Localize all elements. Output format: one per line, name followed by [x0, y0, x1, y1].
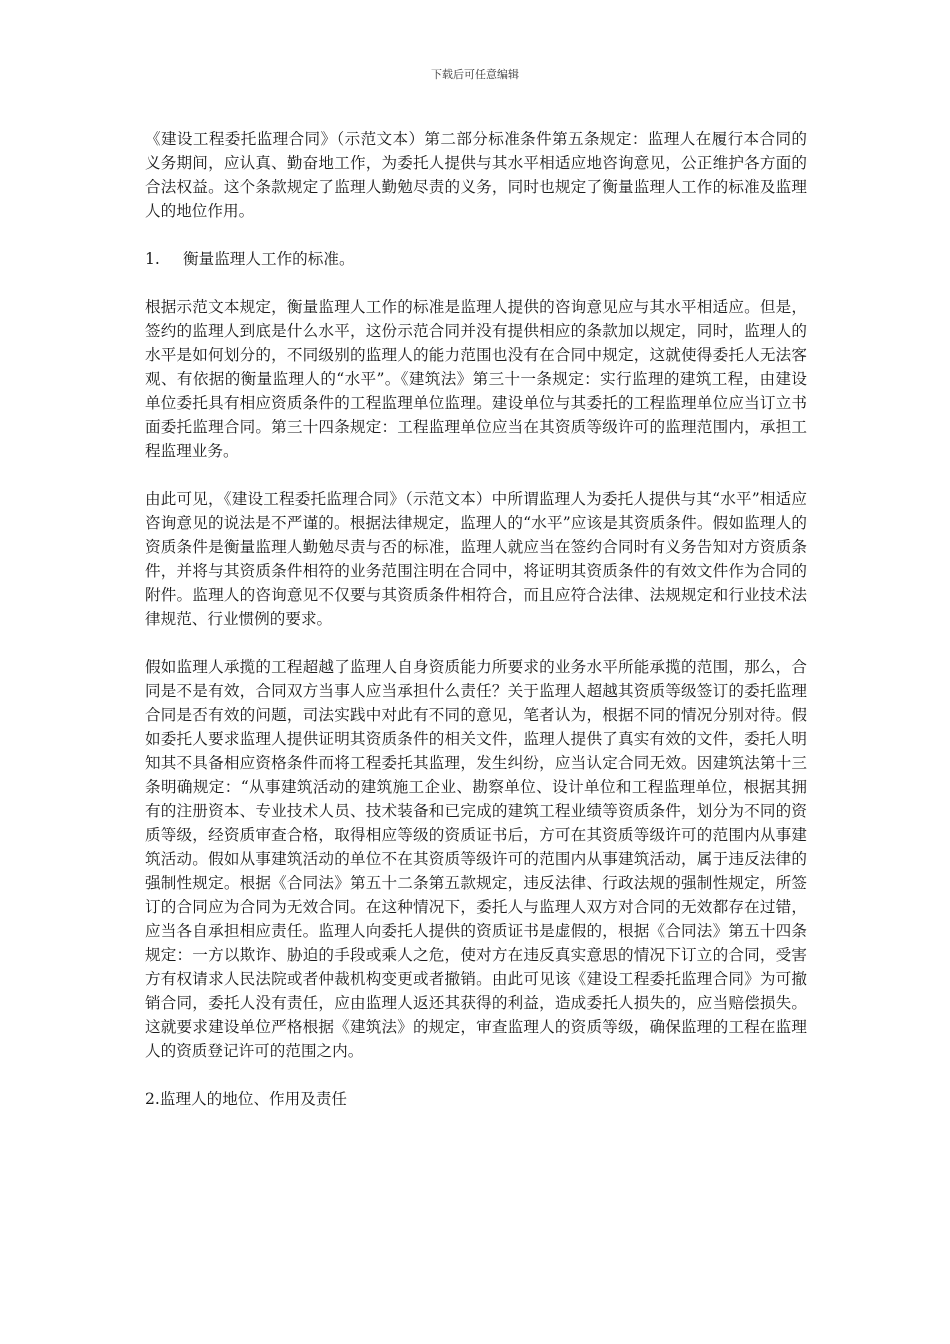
section-title-1: 衡量监理人工作的标准。 — [183, 250, 355, 268]
section-heading-1 — [145, 247, 807, 271]
section-heading-2: 2.监理人的地位、作用及责任 — [145, 1090, 348, 1108]
page-header-note: 下载后可任意编辑 — [431, 68, 519, 81]
paragraph-standard: 根据示范文本规定，衡量监理人工作的标准是监理人提供的咨询意见应与其水平相适应。但是，签约的监理人到底是什么水平，这份示范合同并没有提供相应的条款加以规定，同时，监理人的水平是如何划分的，不同级别的监理人的能力范围也没有在合同中规定，这就使得委托人无法客观、有依据的衡量监理人的“水平”。《建筑法》第三十一条规定：实行监理的建筑工程，由建设单位委托具有相应资质条件的工程监理单位监理。建设单位与其委托的工程监理单位应当订立书面委托监理合同。第三十四条规定：工程监理单位应当在其资质等级许可的监理范围内，承担工程监理业务。 — [145, 298, 807, 460]
document-body — [145, 127, 807, 1135]
paragraph-conclusion: 由此可见，《建设工程委托监理合同》（示范文本）中所谓监理人为委托人提供与其“水平”相适应咨询意见的说法是不严谨的。根据法律规定，监理人的“水平”应该是其资质条件。假如监理人的资质条件是衡量监理人勤勉尽责与否的标准，监理人就应当在签约合同时有义务告知对方资质条件，并将与其资质条件相符的业务范围注明在合同中，将证明其资质条件的有效文件作为合同的附件。监理人的咨询意见不仅要与其资质条件相符合，而且应符合法律、法规规定和行业技术法律规范、行业惯例的要求。 — [145, 490, 807, 628]
paragraph-validity: 假如监理人承揽的工程超越了监理人自身资质能力所要求的业务水平所能承揽的范围，那么，合同是不是有效，合同双方当事人应当承担什么责任？关于监理人超越其资质等级签订的委托监理合同是否有效的问题，司法实践中对此有不同的意见，笔者认为，根据不同的情况分别对待。假如委托人要求监理人提供证明其资质条件的相关文件，监理人提供了真实有效的文件，委托人明知其不具备相应资格条件而将工程委托其监理，发生纠纷，应当认定合同无效。因建筑法第十三条明确规定：“从事建筑活动的建筑施工企业、勘察单位、设计单位和工程监理单位，根据其拥有的注册资本、专业技术人员、技术装备和已完成的建筑工程业绩等资质条件，划分为不同的资质等级，经资质审查合格，取得相应等级的资质证书后，方可在其资质等级许可的范围内从事建筑活动。假如从事建筑活动的单位不在其资质等级许可的范围内从事建筑活动，属于违反法律的强制性规定。根据《合同法》第五十二条第五款规定，违反法律、行政法规的强制性规定，所签订的合同应为合同为无效合同。在这种情况下，委托人与监理人双方对合同的无效都存在过错，应当各自承担相应责任。监理人向委托人提供的资质证书是虚假的，根据《合同法》第五十四条规定：一方以欺诈、胁迫的手段或乘人之危，使对方在违反真实意思的情况下订立的合同，受害方有权请求人民法院或者仲裁机构变更或者撤销。由此可见该《建设工程委托监理合同》为可撤销合同，委托人没有责任，应由监理人返还其获得的利益，造成委托人损失的，应当赔偿损失。这就要求建设单位严格根据《建筑法》的规定，审查监理人的资质等级，确保监理的工程在监理人的资质登记许可的范围之内。 — [145, 658, 807, 1060]
paragraph-intro: 《建设工程委托监理合同》（示范文本）第二部分标准条件第五条规定：监理人在履行本合同的义务期间，应认真、勤奋地工作，为委托人提供与其水平相适应地咨询意见，公正维护各方面的合法权益。这个条款规定了监理人勤勉尽责的义务，同时也规定了衡量监理人工作的标准及监理人的地位作用。 — [145, 130, 807, 220]
section-number-1: 1. — [145, 250, 160, 268]
